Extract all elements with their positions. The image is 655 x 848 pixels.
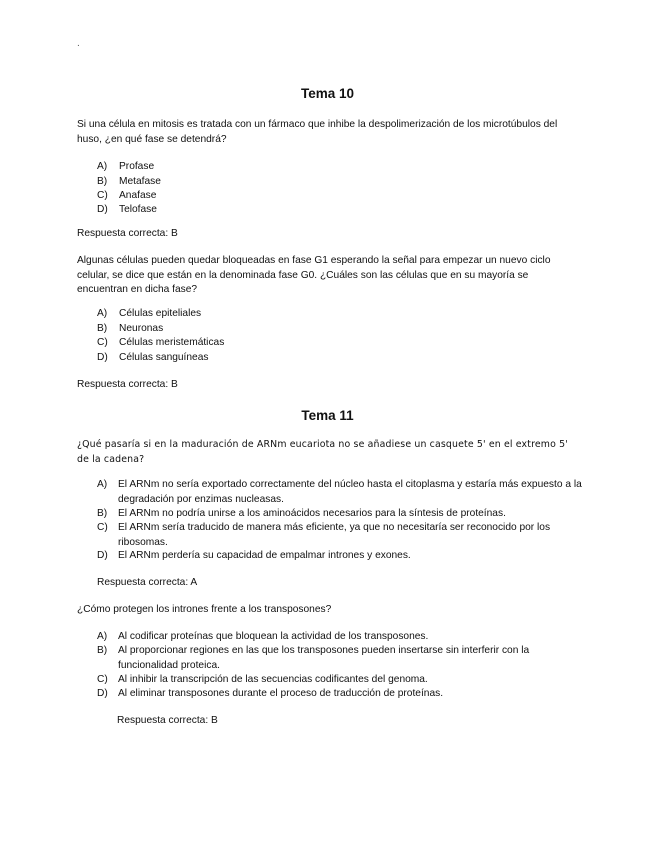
q4-option-a: A) Al codificar proteínas que bloquean la actividad de los transposones. [97, 631, 429, 642]
q1-answer: Respuesta correcta: B [77, 228, 178, 239]
q4-option-d: D) Al eliminar transposones durante el proceso de traducción de proteínas. [97, 688, 444, 699]
question-4: ¿Cómo protegen los intrones frente a los transposones? [77, 604, 332, 615]
question-2: Algunas células pueden quedar bloqueadas en fase G1 esperando la señal para empezar un nuevo ciclo celular, se dice que están en la denominada fase G0. ¿Cuáles son las células que en su mayoría se encuentran en dicha fase? [77, 255, 551, 295]
q4-option-b: B) Al proporcionar regiones en las que los transposones pueden insertarse sin interferir con la funcionalidad proteica. [97, 645, 530, 671]
q1-option-a: A) Profase [97, 161, 155, 172]
q2-option-a: A) Células epiteliales [97, 308, 202, 319]
question-3: ¿Qué pasaría si en la maduración de ARNm eucariota no se añadiese un casquete 5' en el extremo 5' de la cadena? [77, 439, 568, 465]
question-1: Si una célula en mitosis es tratada con un fármaco que inhibe la despolimerización de los microtúbulos del huso, ¿en qué fase se detendrá? [77, 119, 558, 145]
q2-option-d: D) Células sanguíneas [97, 352, 209, 363]
q2-option-b: B) Neuronas [97, 323, 164, 334]
q2-option-c: C) Células meristemáticas [97, 337, 225, 348]
section-title-tema10: Tema 10 [300, 86, 355, 101]
q2-answer: Respuesta correcta: B [77, 379, 178, 390]
q3-option-a: A) El ARNm no sería exportado correctamente del núcleo hasta el citoplasma y estaría más expuesto a la degradación por enzimas nucleasas. [97, 479, 582, 505]
section-title-tema11: Tema 11 [301, 408, 354, 423]
q1-option-b: B) Metafase [97, 176, 161, 187]
q3-option-d: D) El ARNm perdería su capacidad de empalmar intrones y exones. [97, 550, 411, 561]
q3-option-c: C) El ARNm sería traducido de manera más eficiente, ya que no necesitaría ser reconocido por los ribosomas. [97, 522, 551, 548]
q3-answer: Respuesta correcta: A [97, 577, 198, 588]
q3-option-b: B) El ARNm no podría unirse a los aminoácidos necesarios para la síntesis de proteínas. [97, 508, 506, 519]
q4-option-c: C) Al inhibir la transcripción de las secuencias codificantes del genoma. [97, 674, 428, 685]
q1-option-d: D) Telofase [97, 204, 157, 215]
q1-option-c: C) Anafase [97, 190, 157, 201]
q4-answer: Respuesta correcta: B [117, 715, 218, 726]
stray-dot: . [77, 38, 80, 49]
